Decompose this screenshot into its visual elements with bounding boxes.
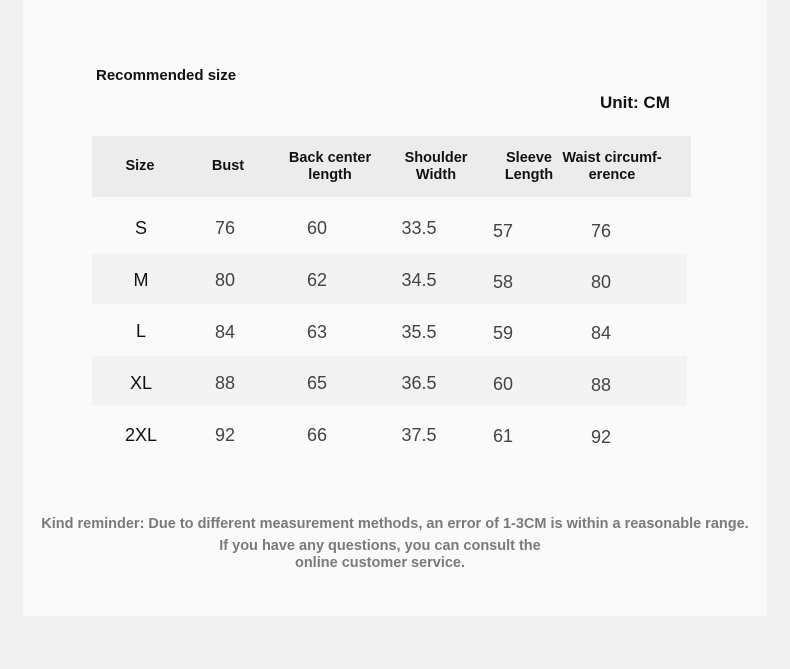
header-bust: Bust bbox=[211, 158, 245, 174]
table-header bbox=[92, 136, 691, 197]
header-sleeve-length: Sleeve Length bbox=[504, 149, 554, 183]
cell-sleeve: 57 bbox=[492, 221, 514, 241]
cell-back-length: 62 bbox=[306, 270, 328, 290]
reminder-line-2: If you have any questions, you can consult the bbox=[219, 538, 541, 554]
header-waist-circumference: Waist circumf- erence bbox=[562, 149, 662, 183]
cell-size: M bbox=[133, 270, 149, 290]
cell-waist: 88 bbox=[590, 375, 612, 395]
cell-shoulder: 34.5 bbox=[401, 270, 437, 290]
cell-waist: 84 bbox=[590, 323, 612, 343]
cell-bust: 88 bbox=[214, 373, 236, 393]
cell-sleeve: 61 bbox=[492, 426, 514, 446]
header-size: Size bbox=[125, 158, 155, 174]
cell-size: S bbox=[134, 218, 148, 238]
recommended-size-title: Recommended size bbox=[96, 67, 237, 84]
cell-back-length: 65 bbox=[306, 373, 328, 393]
cell-shoulder: 33.5 bbox=[401, 218, 437, 238]
reminder-line-1: Kind reminder: Due to different measurement methods, an error of 1-3CM is within a reasonable range. bbox=[41, 516, 749, 532]
cell-bust: 92 bbox=[214, 425, 236, 445]
cell-size: 2XL bbox=[124, 425, 158, 445]
cell-back-length: 60 bbox=[306, 218, 328, 238]
unit-label: Unit: CM bbox=[600, 93, 670, 112]
cell-bust: 80 bbox=[214, 270, 236, 290]
cell-back-length: 63 bbox=[306, 322, 328, 342]
cell-size: XL bbox=[129, 373, 153, 393]
cell-shoulder: 35.5 bbox=[401, 322, 437, 342]
header-back-center-length: Back center length bbox=[288, 149, 372, 183]
cell-sleeve: 59 bbox=[492, 323, 514, 343]
cell-bust: 84 bbox=[214, 322, 236, 342]
cell-waist: 80 bbox=[590, 272, 612, 292]
cell-bust: 76 bbox=[214, 218, 236, 238]
cell-sleeve: 58 bbox=[492, 272, 514, 292]
header-shoulder-width: Shoulder Width bbox=[404, 149, 468, 183]
cell-waist: 76 bbox=[590, 221, 612, 241]
cell-waist: 92 bbox=[590, 427, 612, 447]
size-chart-card bbox=[23, 0, 767, 616]
cell-size: L bbox=[135, 321, 147, 341]
cell-shoulder: 37.5 bbox=[401, 425, 437, 445]
cell-shoulder: 36.5 bbox=[401, 373, 437, 393]
cell-back-length: 66 bbox=[306, 425, 328, 445]
cell-sleeve: 60 bbox=[492, 374, 514, 394]
reminder-line-3: online customer service. bbox=[294, 555, 466, 571]
